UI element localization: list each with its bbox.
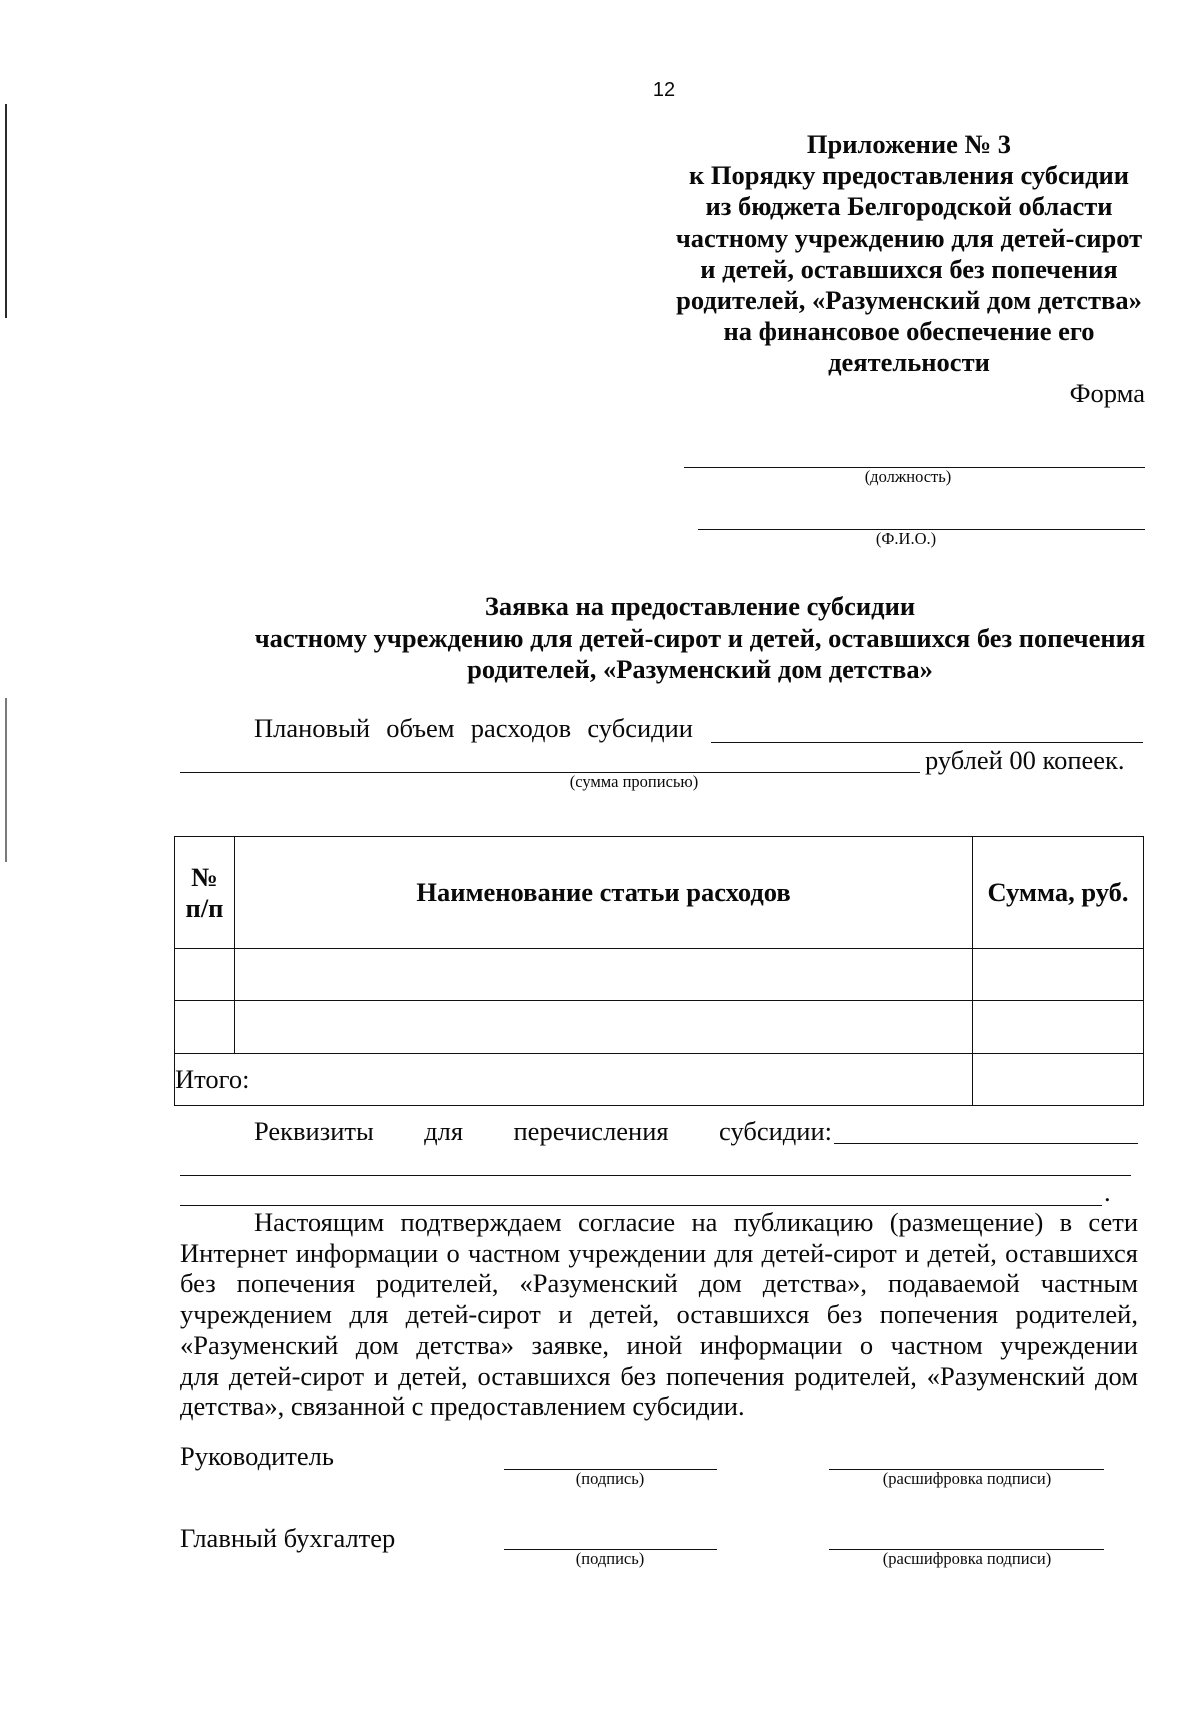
requisites-fill-line [834,1143,1138,1144]
planned-amount-fill-line [711,742,1143,743]
consent-line: Настоящим подтверждаем согласие на публикацию (размещение) в сети [254,1207,1138,1237]
appendix-line: Приложение № 3 [806,129,1012,159]
requisites-fill-line [180,1205,1102,1206]
scan-edge-mark [5,698,7,862]
appendix-line: частному учреждению для детей-сирот [675,222,1143,253]
requisites-end-mark: . [1104,1177,1111,1207]
row-amount-cell [973,949,1144,1001]
appendix-line: из бюджета Белгородской области [705,191,1113,222]
appendix-header [659,129,1159,379]
chief-accountant-decoding-caption: (расшифровка подписи) [882,1549,1052,1568]
page-number: 12 [652,79,676,101]
head-role-label: Руководитель [180,1441,334,1471]
appendix-line: к Порядку предоставления субсидии [688,160,1130,191]
chief-accountant-signature-caption: (подпись) [575,1549,645,1568]
head-decoding-caption: (расшифровка подписи) [882,1469,1052,1488]
row-amount-cell [973,1001,1144,1054]
requisites-fill-line [180,1175,1131,1176]
amount-in-words-caption: (сумма прописью) [569,772,699,791]
header-number [175,837,235,949]
header-expense-name: Наименование статьи расходов [235,837,973,949]
appendix-line: родителей, «Разуменский дом детства» [676,285,1142,316]
position-caption: (должность) [864,467,952,486]
row-name-cell [235,949,973,1001]
total-amount-cell [973,1054,1144,1106]
full-name-caption: (Ф.И.О.) [875,529,937,548]
planned-amount-label: Плановый объем расходов субсидии [254,713,693,743]
row-number-cell [175,1001,235,1054]
appendix-line: деятельности [828,347,990,378]
title-line: родителей, «Разуменский дом детства» [467,654,933,684]
consent-line: учреждением для детей-сирот и детей, оставшихся без попечения родителей, [180,1299,1138,1330]
scan-edge-mark [5,104,7,318]
row-number-cell [175,949,235,1001]
expenses-table [174,836,1144,1106]
row-name-cell [235,1001,973,1054]
head-signature-caption: (подпись) [575,1469,645,1488]
currency-text: рублей 00 копеек. [925,745,1125,775]
title-line: Заявка на предоставление субсидии [484,591,916,621]
title-line: частному учреждению для детей-сирот и детей, оставшихся без попечения [254,622,1146,653]
table-row [175,949,1144,1001]
consent-line: без попечения родителей, «Разуменский дом детства», подаваемой частным [180,1268,1138,1299]
appendix-line: и детей, оставшихся без попечения [700,253,1118,284]
chief-accountant-role-label: Главный бухгалтер [180,1523,396,1553]
table-row [175,1001,1144,1054]
table-total-row [175,1054,1144,1106]
consent-line: детства», связанной с предоставлением субсидии. [180,1391,745,1422]
header-number-symbol: № [191,861,218,892]
consent-paragraph [180,1207,1138,1422]
header-amount: Сумма, руб. [973,837,1144,949]
requisites-label: Реквизиты для перечисления субсидии: [254,1116,832,1146]
consent-line: Интернет информации о частном учреждении для детей-сирот и детей, оставшихся [180,1237,1138,1268]
document-title [230,591,1170,686]
total-label: Итого: [175,1054,973,1106]
appendix-line: на финансовое обеспечение его [723,316,1095,347]
form-label: Форма [1069,378,1145,408]
header-number-abbr: п/п [185,892,224,923]
table-header-row [175,837,1144,949]
consent-line: для детей-сирот и детей, оставшихся без попечения родителей, «Разуменский дом [180,1360,1138,1391]
consent-line: «Разуменский дом детства» заявке, иной информации о частном учреждении [180,1329,1138,1360]
